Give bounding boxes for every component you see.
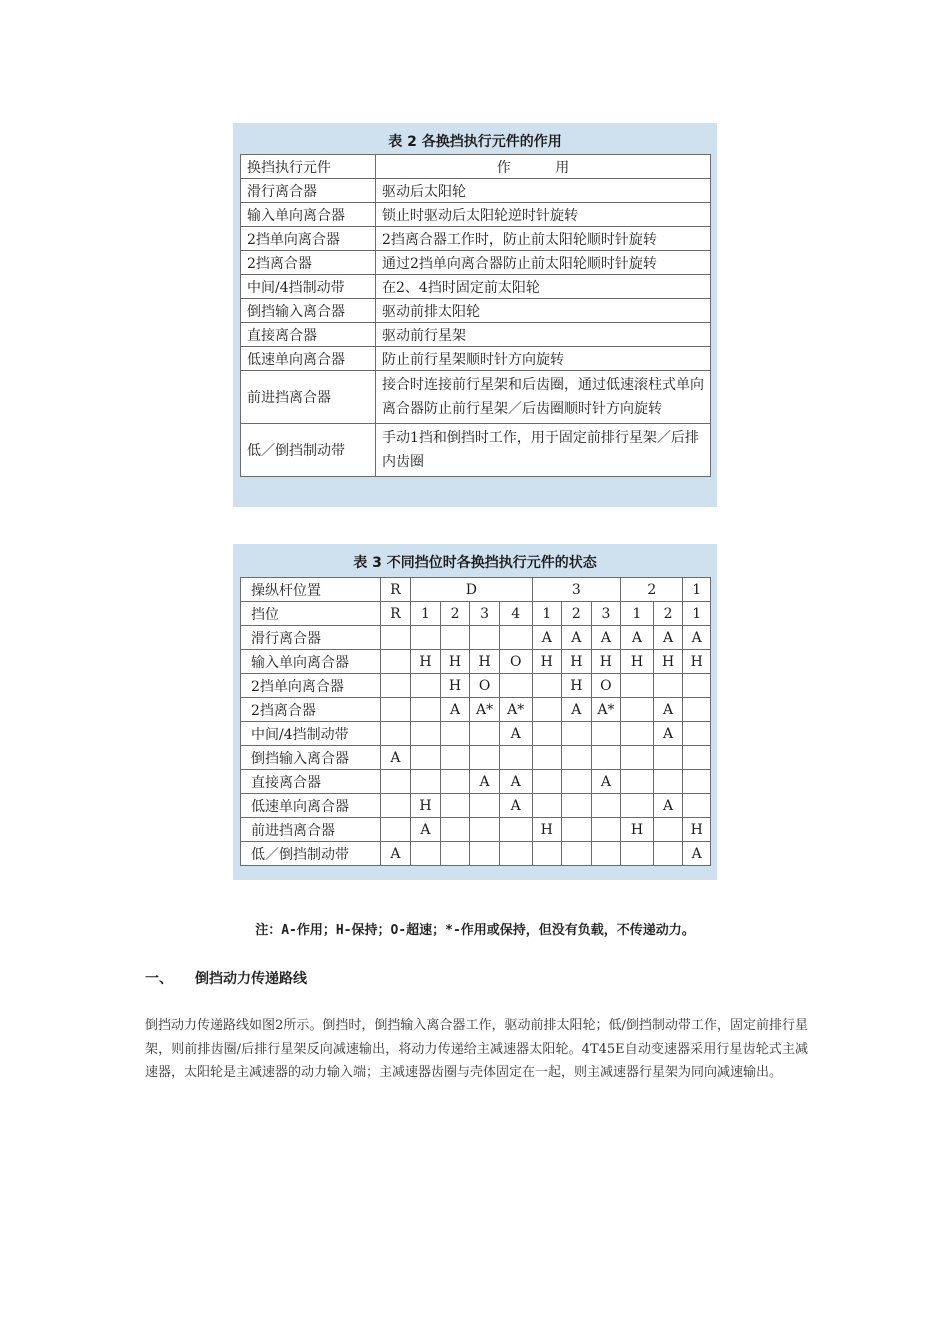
table3-state-cell: H (562, 674, 592, 698)
table3-state-cell: A (411, 818, 441, 842)
table3-state-cell (653, 674, 683, 698)
table3-gear-cell: 1 (532, 602, 562, 626)
table2 (240, 154, 711, 477)
table3-state-cell (380, 818, 411, 842)
table3-state-cell (532, 722, 562, 746)
table3-state-cell (591, 818, 621, 842)
table3-element-cell: 低／倒挡制动带 (241, 842, 381, 866)
table3-gear-row (241, 602, 711, 626)
table3-gear-cell: 3 (470, 602, 500, 626)
table2-function-cell: 驱动前排太阳轮 (376, 299, 711, 323)
table3-gear-cell: 1 (411, 602, 441, 626)
table3-state-cell (411, 722, 441, 746)
table3-state-cell (621, 770, 654, 794)
table3-state-cell (621, 674, 654, 698)
table2-element-cell: 2挡单向离合器 (241, 227, 376, 251)
table3-element-cell: 直接离合器 (241, 770, 381, 794)
table3-state-cell: O (470, 674, 500, 698)
table3-gear-cell: 4 (499, 602, 532, 626)
table2-function-cell: 锁止时驱动后太阳轮逆时针旋转 (376, 203, 711, 227)
table3-element-cell: 低速单向离合器 (241, 794, 381, 818)
table3-gear-cell: 2 (653, 602, 683, 626)
table3-state-cell (591, 842, 621, 866)
table2-function-cell: 驱动后太阳轮 (376, 179, 711, 203)
table3-state-cell (440, 770, 470, 794)
table3-state-cell (470, 722, 500, 746)
table3-state-cell (532, 842, 562, 866)
table3-element-cell: 2挡单向离合器 (241, 674, 381, 698)
table2-function-cell: 手动1挡和倒挡时工作，用于固定前排行星架／后排内齿圈 (376, 424, 711, 477)
table3-state-cell: A (653, 722, 683, 746)
table3-state-cell (621, 698, 654, 722)
table-row (241, 275, 711, 299)
table3-state-cell: A* (470, 698, 500, 722)
table-row (241, 770, 711, 794)
table2-function-cell: 通过2挡单向离合器防止前太阳轮顺时针旋转 (376, 251, 711, 275)
table3-state-cell (380, 674, 411, 698)
table2-header-cell: 换挡执行元件 (241, 155, 376, 179)
table3-state-cell (621, 722, 654, 746)
table3-state-cell (470, 818, 500, 842)
table3-gear-cell: 2 (562, 602, 592, 626)
table3-element-cell: 2挡离合器 (241, 698, 381, 722)
table3-state-cell: H (411, 650, 441, 674)
table3-state-cell (411, 698, 441, 722)
table2-function-cell: 2挡离合器工作时，防止前太阳轮顺时针旋转 (376, 227, 711, 251)
table3-state-cell (470, 626, 500, 650)
table3-state-cell: A* (499, 698, 532, 722)
table-row (241, 299, 711, 323)
table3-element-cell: 倒挡输入离合器 (241, 746, 381, 770)
table3-state-cell (499, 674, 532, 698)
table2-header-cell: 作 用 (376, 155, 711, 179)
table-row (241, 227, 711, 251)
table3-state-cell: A (380, 746, 411, 770)
table3-state-cell (591, 794, 621, 818)
table2-element-cell: 中间/4挡制动带 (241, 275, 376, 299)
table3-lever-cell: 1 (683, 578, 711, 602)
table3-element-cell: 前进挡离合器 (241, 818, 381, 842)
table3-gear-cell: R (380, 602, 411, 626)
table3-element-cell: 滑行离合器 (241, 626, 381, 650)
table-note: 注：A-作用；H-保持；O-超速；*-作用或保持，但没有负载，不传递动力。 (255, 923, 695, 938)
table3-state-cell: A (653, 626, 683, 650)
table2-function-cell: 接合时连接前行星架和后齿圈，通过低速滚柱式单向离合器防止前行星架／后齿圈顺时针方向旋转 (376, 371, 711, 424)
table-row (241, 818, 711, 842)
table3-state-cell (532, 674, 562, 698)
table2-element-cell: 低／倒挡制动带 (241, 424, 376, 477)
table3-panel (233, 544, 717, 880)
table3-state-cell (683, 722, 711, 746)
table3-state-cell (440, 794, 470, 818)
table3-lever-cell: R (380, 578, 411, 602)
table3-state-cell (621, 794, 654, 818)
table3-state-cell (683, 698, 711, 722)
table2-element-cell: 倒挡输入离合器 (241, 299, 376, 323)
table3-state-cell (380, 722, 411, 746)
table-row (241, 424, 711, 477)
table3-state-cell (621, 842, 654, 866)
table3-state-cell (591, 722, 621, 746)
table3-state-cell (532, 698, 562, 722)
table3-state-cell (532, 794, 562, 818)
table3-state-cell: H (532, 650, 562, 674)
table3 (240, 577, 711, 866)
table3-state-cell: A (532, 626, 562, 650)
table3-state-cell (411, 674, 441, 698)
table2-panel (233, 123, 717, 507)
table2-element-cell: 低速单向离合器 (241, 347, 376, 371)
table3-state-cell: A (470, 770, 500, 794)
section-number: 一、 (145, 971, 173, 987)
table3-state-cell (499, 842, 532, 866)
table3-state-cell: A (499, 794, 532, 818)
table3-state-cell (591, 746, 621, 770)
table3-state-cell (411, 746, 441, 770)
section-heading (145, 968, 307, 988)
table2-title: 表 2 各换挡执行元件的作用 (388, 134, 562, 150)
table3-state-cell (499, 746, 532, 770)
table3-state-cell: A (591, 770, 621, 794)
table-row (241, 746, 711, 770)
table2-header-row (241, 155, 711, 179)
table3-gear-cell: 1 (621, 602, 654, 626)
table-row (241, 626, 711, 650)
table3-state-cell (380, 626, 411, 650)
table3-state-cell (562, 842, 592, 866)
table3-state-cell: A (683, 842, 711, 866)
table3-state-cell: A (653, 794, 683, 818)
table3-state-cell (562, 746, 592, 770)
table-row (241, 842, 711, 866)
section-paragraph: 倒挡动力传递路线如图2所示。倒挡时，倒挡输入离合器工作，驱动前排太阳轮；低/倒挡制动带工作，固定前排行星架，则前排齿圈/后排行星架反向减速输出，将动力传递给主减速器太阳轮。4T45E自动变速器采用行星齿轮式主减速器，太阳轮是主减速器的动力输入端；主减速器齿圈与壳体固定在一起，则主减速器行星架为同向减速输出。 (145, 1018, 808, 1080)
table3-state-cell: A (380, 842, 411, 866)
table3-state-cell: H (621, 650, 654, 674)
table3-state-cell (470, 794, 500, 818)
table3-state-cell (440, 722, 470, 746)
table3-state-cell (562, 794, 592, 818)
table-row (241, 323, 711, 347)
table3-state-cell: A (562, 698, 592, 722)
table2-function-cell: 在2、4挡时固定前太阳轮 (376, 275, 711, 299)
table3-state-cell (683, 674, 711, 698)
table3-state-cell (440, 626, 470, 650)
table3-lever-cell: 2 (621, 578, 683, 602)
table2-element-cell: 输入单向离合器 (241, 203, 376, 227)
table2-element-cell: 前进挡离合器 (241, 371, 376, 424)
table3-gear-cell: 2 (440, 602, 470, 626)
table3-state-cell (562, 770, 592, 794)
table3-state-cell: O (499, 650, 532, 674)
table3-state-cell (653, 746, 683, 770)
table3-state-cell (380, 698, 411, 722)
table3-lever-cell: 3 (532, 578, 621, 602)
table3-state-cell (653, 770, 683, 794)
table3-state-cell: A (621, 626, 654, 650)
table3-lever-label: 操纵杆位置 (241, 578, 381, 602)
table3-state-cell: A (562, 626, 592, 650)
table3-state-cell: H (562, 650, 592, 674)
table3-element-cell: 输入单向离合器 (241, 650, 381, 674)
table2-element-cell: 2挡离合器 (241, 251, 376, 275)
table-row (241, 347, 711, 371)
table3-state-cell: A (499, 722, 532, 746)
table-row (241, 371, 711, 424)
table3-state-cell: H (440, 650, 470, 674)
table3-state-cell (683, 770, 711, 794)
table3-state-cell: A (499, 770, 532, 794)
table-row (241, 203, 711, 227)
table3-state-cell (440, 842, 470, 866)
table3-state-cell (499, 818, 532, 842)
table3-element-cell: 中间/4挡制动带 (241, 722, 381, 746)
table3-state-cell (470, 746, 500, 770)
table2-function-cell: 防止前行星架顺时针方向旋转 (376, 347, 711, 371)
table3-state-cell: A (440, 698, 470, 722)
table3-state-cell: H (683, 650, 711, 674)
table3-state-cell (411, 626, 441, 650)
table3-state-cell: H (621, 818, 654, 842)
table3-state-cell: H (653, 650, 683, 674)
table3-state-cell: H (411, 794, 441, 818)
table3-gear-cell: 3 (591, 602, 621, 626)
section-title: 倒挡动力传递路线 (195, 971, 307, 987)
table3-state-cell (653, 818, 683, 842)
table3-state-cell (380, 794, 411, 818)
table3-state-cell: H (532, 818, 562, 842)
table3-state-cell: H (440, 674, 470, 698)
table3-state-cell (380, 650, 411, 674)
table-row (241, 698, 711, 722)
table3-state-cell: A* (591, 698, 621, 722)
table3-state-cell (470, 842, 500, 866)
table3-state-cell: A (683, 626, 711, 650)
table3-gear-label: 挡位 (241, 602, 381, 626)
table3-lever-row (241, 578, 711, 602)
table3-state-cell (562, 818, 592, 842)
table3-state-cell (411, 842, 441, 866)
table3-state-cell (532, 746, 562, 770)
table3-state-cell (653, 842, 683, 866)
table-row (241, 179, 711, 203)
table3-state-cell (532, 770, 562, 794)
table3-state-cell: H (683, 818, 711, 842)
table-row (241, 674, 711, 698)
table3-state-cell (411, 770, 441, 794)
table3-state-cell: H (591, 650, 621, 674)
table3-state-cell (562, 722, 592, 746)
table-row (241, 650, 711, 674)
table3-state-cell: A (653, 698, 683, 722)
table3-state-cell (380, 770, 411, 794)
table3-state-cell (621, 746, 654, 770)
table3-state-cell (683, 794, 711, 818)
table2-element-cell: 滑行离合器 (241, 179, 376, 203)
table3-state-cell (499, 626, 532, 650)
table3-gear-cell: 1 (683, 602, 711, 626)
table2-element-cell: 直接离合器 (241, 323, 376, 347)
table3-lever-cell: D (411, 578, 532, 602)
table3-state-cell (440, 818, 470, 842)
table3-state-cell (683, 746, 711, 770)
table2-function-cell: 驱动前行星架 (376, 323, 711, 347)
table3-state-cell: O (591, 674, 621, 698)
table3-title: 表 3 不同挡位时各换挡执行元件的状态 (353, 555, 597, 571)
table-row (241, 722, 711, 746)
table-row (241, 251, 711, 275)
table3-state-cell: A (591, 626, 621, 650)
table-row (241, 794, 711, 818)
table3-state-cell: H (470, 650, 500, 674)
table3-state-cell (440, 746, 470, 770)
